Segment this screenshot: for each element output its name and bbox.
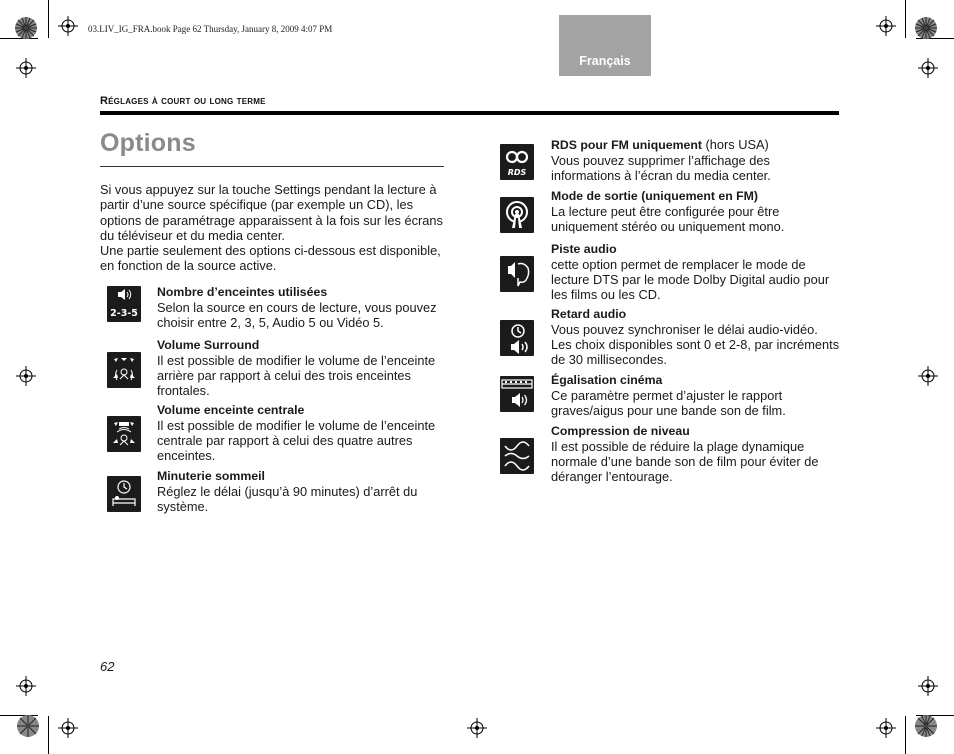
option-title <box>551 137 841 153</box>
option-title: Mode de sortie (uniquement en FM) <box>551 189 758 203</box>
registration-mark-icon <box>918 366 938 386</box>
trim-mark <box>48 716 49 754</box>
option-description: Il est possible de modifier le volume de l’enceinte centrale par rapport à celui des quatre autres enceintes. <box>157 418 436 464</box>
option-title: Retard audio <box>551 307 627 321</box>
option-description: Vous pouvez supprimer l’affichage des informations à l’écran du media center. <box>551 153 771 184</box>
registration-mark-icon <box>16 366 36 386</box>
option-description: La lecture peut être configurée pour être uniquement stéréo ou uniquement mono. <box>551 204 785 235</box>
trim-mark <box>905 0 906 38</box>
rds-icon <box>500 144 534 180</box>
audio-track-icon <box>500 256 534 292</box>
registration-mark-icon <box>58 718 78 738</box>
cinema-eq-icon <box>500 376 534 412</box>
registration-mark-icon <box>918 676 938 696</box>
option-title-text: RDS pour FM uniquement <box>551 138 702 152</box>
color-rosette-icon <box>914 714 938 738</box>
registration-mark-icon <box>876 16 896 36</box>
trim-mark <box>905 716 906 754</box>
print-header: 03.LIV_IG_FRA.book Page 62 Thursday, January 8, 2009 4:07 PM <box>88 24 333 34</box>
intro-paragraph: Une partie seulement des options ci-dessous est disponible, en fonction de la source active. <box>100 243 441 274</box>
option-title: Minuterie sommeil <box>157 469 265 483</box>
title-divider <box>100 166 444 167</box>
option-description: Il est possible de réduire la plage dynamique normale d’une bande son de film pour éviter de déranger l’entourage. <box>551 439 819 485</box>
fm-antenna-icon <box>500 197 534 233</box>
option-compression <box>551 424 841 484</box>
speaker-count-icon-label: 2-3-5 <box>110 308 138 319</box>
option-title: Volume Surround <box>157 338 260 352</box>
section-divider <box>100 111 839 115</box>
option-center-volume <box>157 403 447 463</box>
option-title: Égalisation cinéma <box>551 373 663 387</box>
language-tab <box>559 15 651 76</box>
option-description: cette option permet de remplacer le mode de lecture DTS par le mode Dolby Digital audio pour les films ou les CD. <box>551 257 830 303</box>
page-title: Options <box>100 129 196 157</box>
surround-speakers-icon <box>107 352 141 388</box>
registration-mark-icon <box>918 58 938 78</box>
option-title: Volume enceinte centrale <box>157 403 305 417</box>
color-rosette-icon <box>914 16 938 40</box>
option-audio-track <box>551 242 841 302</box>
option-sleep-timer <box>157 469 447 514</box>
compression-icon <box>500 438 534 474</box>
option-cinema-eq <box>551 373 841 418</box>
registration-mark-icon <box>16 58 36 78</box>
option-output-mode <box>551 189 841 234</box>
page-number: 62 <box>100 659 115 674</box>
sleep-timer-icon <box>107 476 141 512</box>
language-tab-label: Français <box>579 54 631 68</box>
option-description: Selon la source en cours de lecture, vous pouvez choisir entre 2, 3, 5, Audio 5 ou Vidéo 5. <box>157 300 437 331</box>
color-rosette-icon <box>14 16 38 40</box>
registration-mark-icon <box>58 16 78 36</box>
option-speaker-count <box>157 285 447 330</box>
option-title: Compression de niveau <box>551 424 690 438</box>
option-surround-volume <box>157 338 447 398</box>
option-description: Ce paramètre permet d’ajuster le rapport graves/aigus pour une bande son de film. <box>551 388 786 419</box>
rds-icon-label: RDS <box>507 168 527 177</box>
option-description: Réglez le délai (jusqu’à 90 minutes) d’arrêt du système. <box>157 484 418 515</box>
option-rds <box>551 137 841 183</box>
option-title: Nombre d’enceintes utilisées <box>157 285 328 299</box>
audio-delay-icon <box>500 320 534 356</box>
section-label: Réglages à court ou long terme <box>100 95 266 107</box>
intro-paragraph: Si vous appuyez sur la touche Settings pendant la lecture à partir d’une source spécifique (par exemple un CD), les options de paramétrage apparaissent à la fois sur les écrans du téléviseur et du media center. <box>100 182 443 243</box>
option-title: Piste audio <box>551 242 617 256</box>
speaker-count-icon <box>107 286 141 322</box>
registration-mark-icon <box>467 718 487 738</box>
option-description: Vous pouvez synchroniser le délai audio-vidéo. Les choix disponibles sont 0 et 2-8, par incréments de 30 millisecondes. <box>551 322 840 368</box>
registration-mark-icon <box>876 718 896 738</box>
option-description: Il est possible de modifier le volume de l’enceinte arrière par rapport à celui des trois enceintes frontales. <box>157 353 436 399</box>
intro-text <box>100 182 446 274</box>
option-title-note: (hors USA) <box>701 137 769 152</box>
registration-mark-icon <box>16 676 36 696</box>
option-audio-delay <box>551 307 841 367</box>
color-rosette-icon <box>16 714 40 738</box>
trim-mark <box>48 0 49 38</box>
center-speaker-icon <box>107 416 141 452</box>
